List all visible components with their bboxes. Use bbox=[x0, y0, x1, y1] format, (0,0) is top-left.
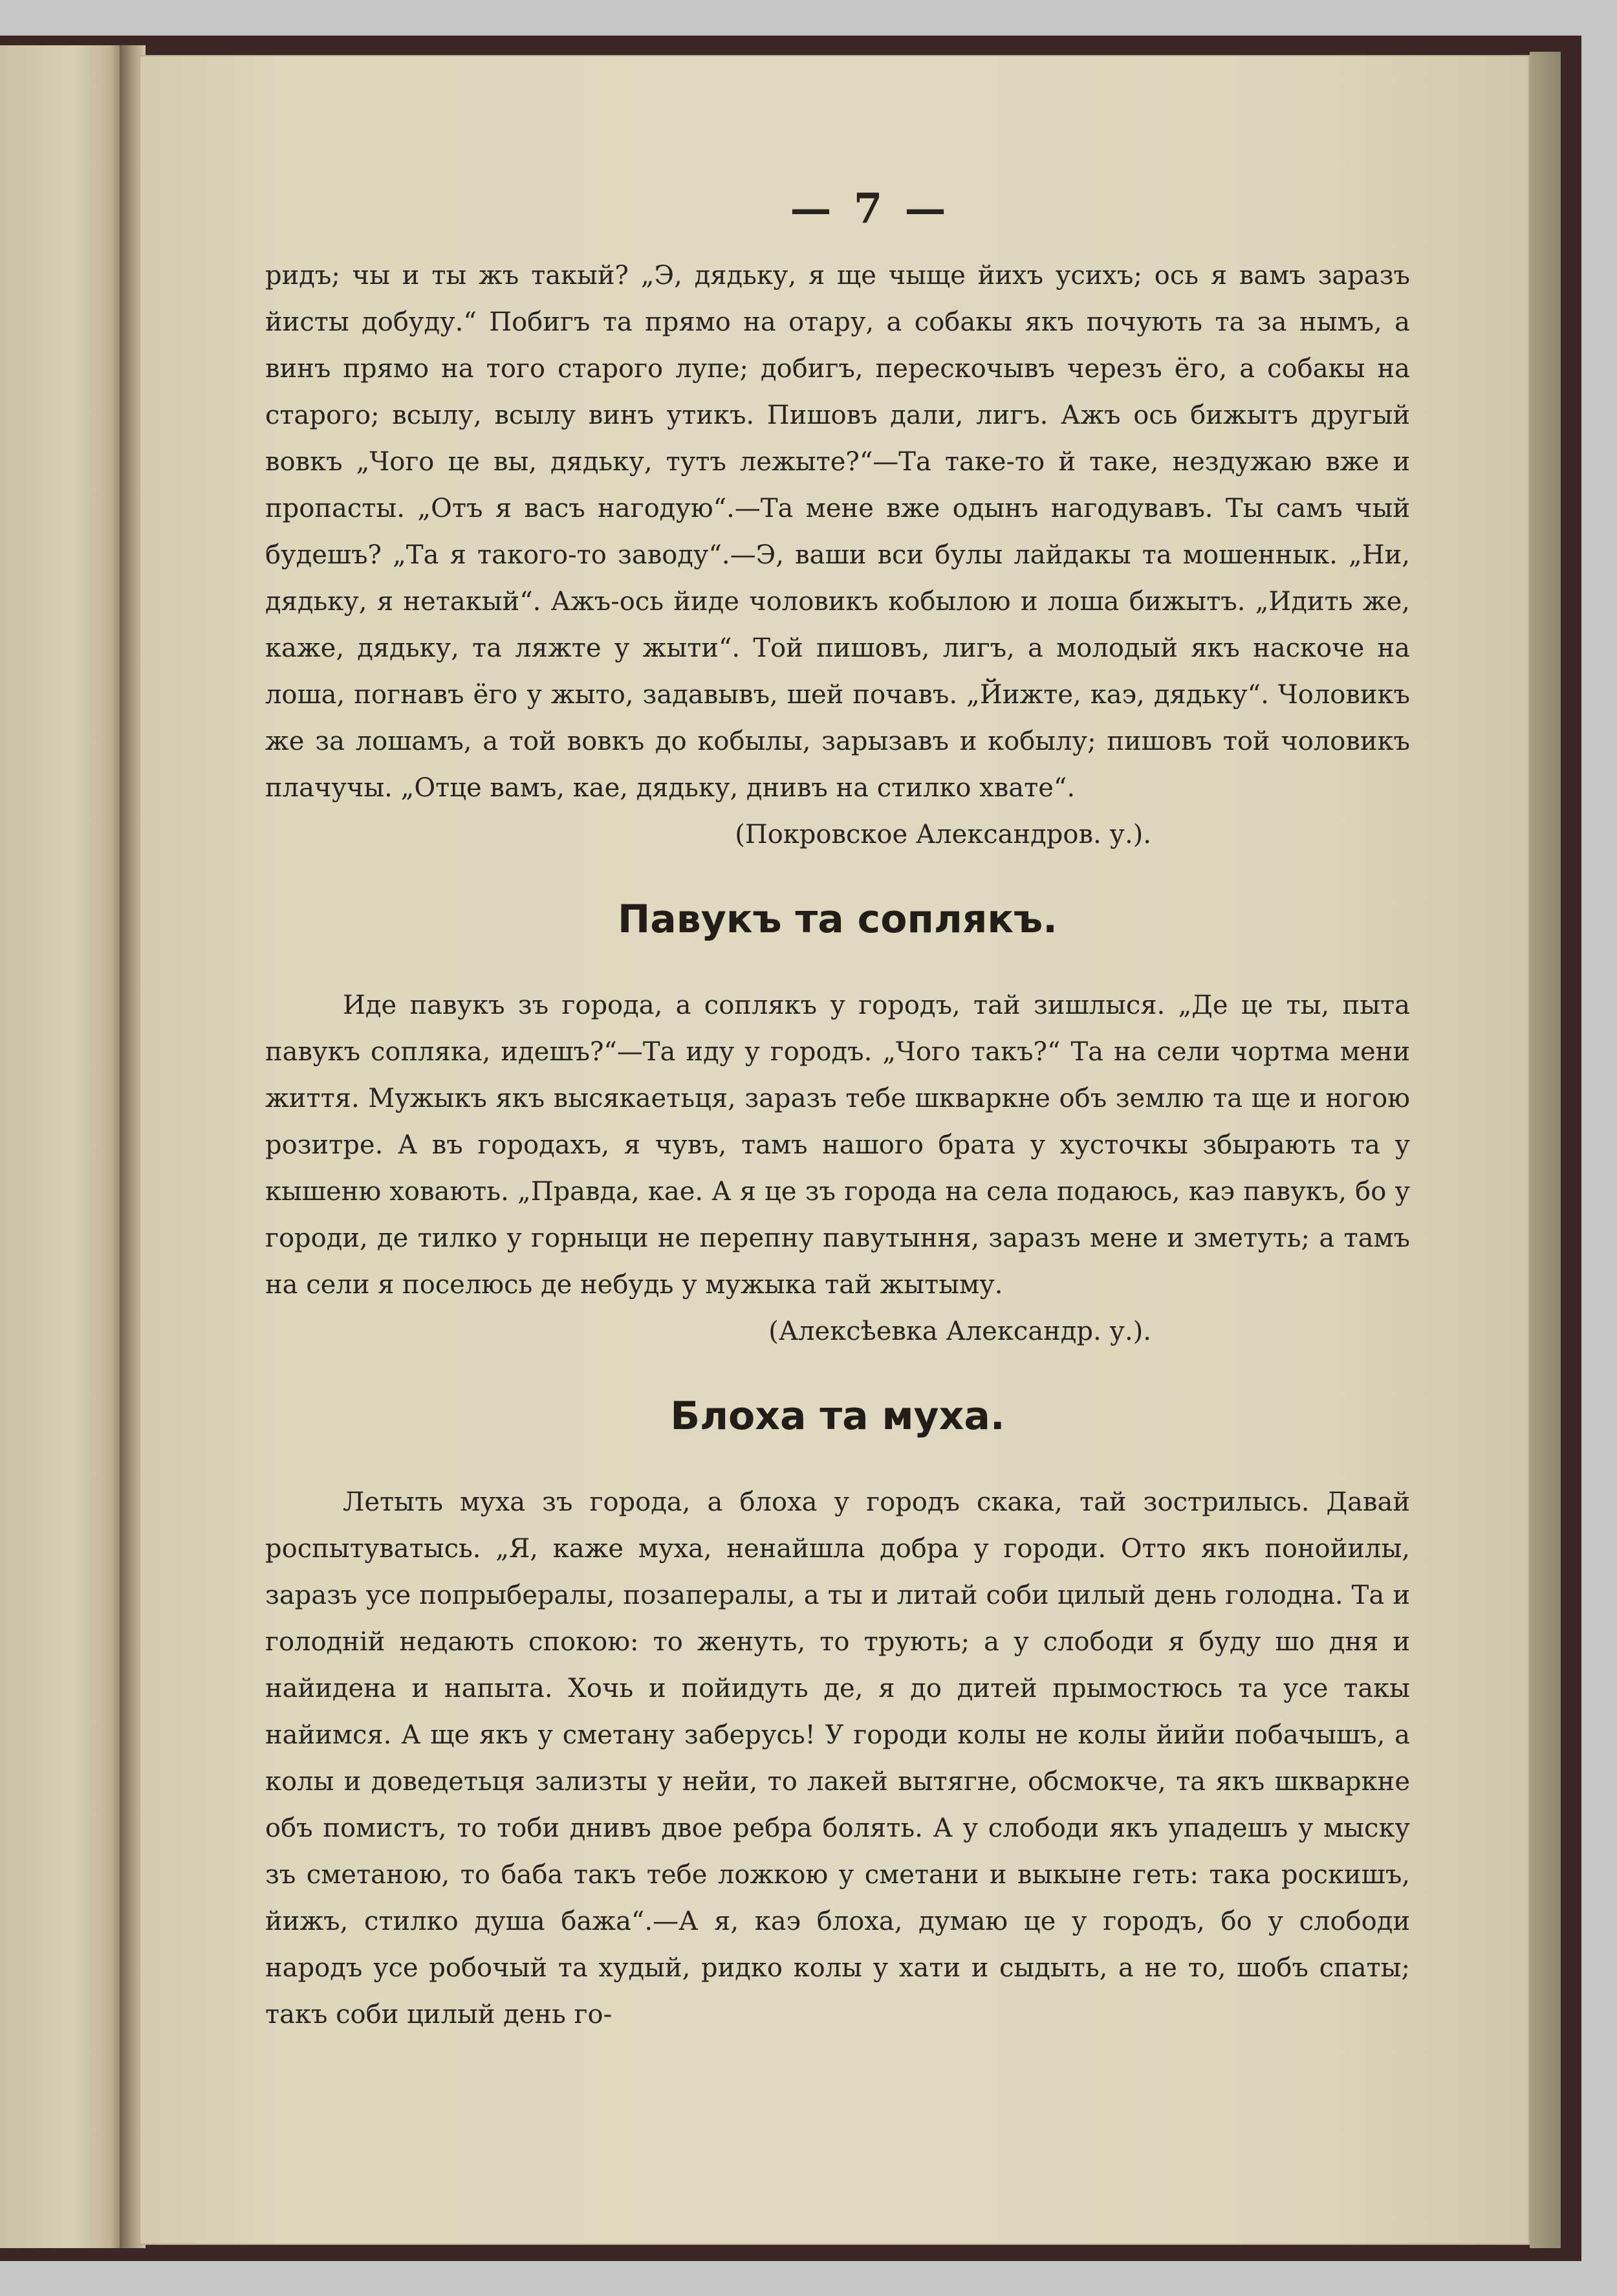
page-edge-right bbox=[1530, 52, 1561, 2248]
story-title: Павукъ та соплякъ. bbox=[618, 897, 1058, 942]
story-continuation: ридъ; чы и ты жъ такый? „Э, дядьку, я ще чыще йихъ усихъ; ось я вамъ заразъ йисты добуду.“ Побигъ та прямо на отару, а собакы якъ почують та за нымъ, а винъ прямо на того старого лупе; добигъ, перескочывъ черезъ ёго, а собакы на старого; всылу, всылу винъ утикъ. Пишовъ дали, лигъ. Ажъ ось бижытъ другый вовкъ „Чого це вы, дядьку, тутъ лежыте?“—Та таке-то й таке, нездужаю вже и пропасты. „Отъ я васъ нагодую“.—Та мене вже одынъ нагодувавъ. Ты самъ чый будешъ? „Та я такого-то заводу“.—Э, ваши вси булы лайдакы та мошеннык. „Ни, дядьку, я нетакый“. Ажъ-ось йиде чоловикъ кобылою и лоша бижытъ. „Идить же, каже, дядьку, та ляжте у жыти“. Той пишовъ, лигъ, а молодый якъ наскоче на лоша, погнавъ ёго у жыто, задавывъ, шей почавъ. „Йижте, каэ, дядьку“. Чоловикъ же за лошамъ, а той вовкъ до кобылы, зарызавъ и кобылу; пишовъ той чоловикъ плачучы. „Отце вамъ, кае, дядьку, днивъ на стилко хвате“. bbox=[265, 261, 1410, 803]
left-page-edge bbox=[0, 45, 123, 2248]
story-source: (Алексѣевка Александр. у.). bbox=[768, 1317, 1151, 1346]
page-number: — 7 — bbox=[790, 184, 950, 233]
story-text: Летыть муха зъ города, а блоха у городъ скака, тай зострилысь. Давай роспытуватысь. „Я, каже муха, ненайшла добра у городи. Отто якъ понойилы, заразъ усе попрыбералы, позапералы, а ты и литай соби цилый день голодна. Та и голодній недають спокою: то женуть, то трують; а у слободи я буду шо дня и найидена и напыта. Хочь и пойидуть де, я до дитей прымостюсь та усе такы найимся. А ще якъ у сметану заберусь! У городи колы не колы йийи побачышъ, а колы и доведетьця зализты у нейи, то лакей вытягне, обсмокче, та якъ шкваркне объ помистъ, то тоби днивъ двое ребра болять. А у слободи якъ упадешъ у мыску зъ сметаною, то баба такъ тебе ложкою у сметани и выкыне геть: така роскишъ, йижъ, стилко душа бажа“.—А я, каэ блоха, думаю це у городъ, бо у слободи народъ усе робочый та худый, ридко колы у хати и сыдыть, а не то, шобъ спаты; такъ соби цилый день го- bbox=[265, 1487, 1410, 2029]
story-title: Блоха та муха. bbox=[670, 1394, 1005, 1439]
page-content bbox=[265, 184, 1410, 2038]
story-source: (Покровское Александров. у.). bbox=[735, 820, 1151, 849]
story-text: Иде павукъ зъ города, а соплякъ у городъ, тай зишлыся. „Де це ты, пыта павукъ сопляка, идешъ?“—Та иду у городъ. „Чого такъ?“ Та на сели чортма мени життя. Мужыкъ якъ высякаетьця, заразъ тебе шкваркне объ землю та ще и ногою розитре. А въ городахъ, я чувъ, тамъ нашого брата у хусточкы збырають та у кышеню ховають. „Правда, кае. А я це зъ города на села подаюсь, каэ павукъ, бо у городи, де тилко у горныци не перепну павутыння, заразъ мене и зметуть; а тамъ на сели я поселюсь де небудь у мужыка тай жытыму. bbox=[265, 990, 1410, 1300]
